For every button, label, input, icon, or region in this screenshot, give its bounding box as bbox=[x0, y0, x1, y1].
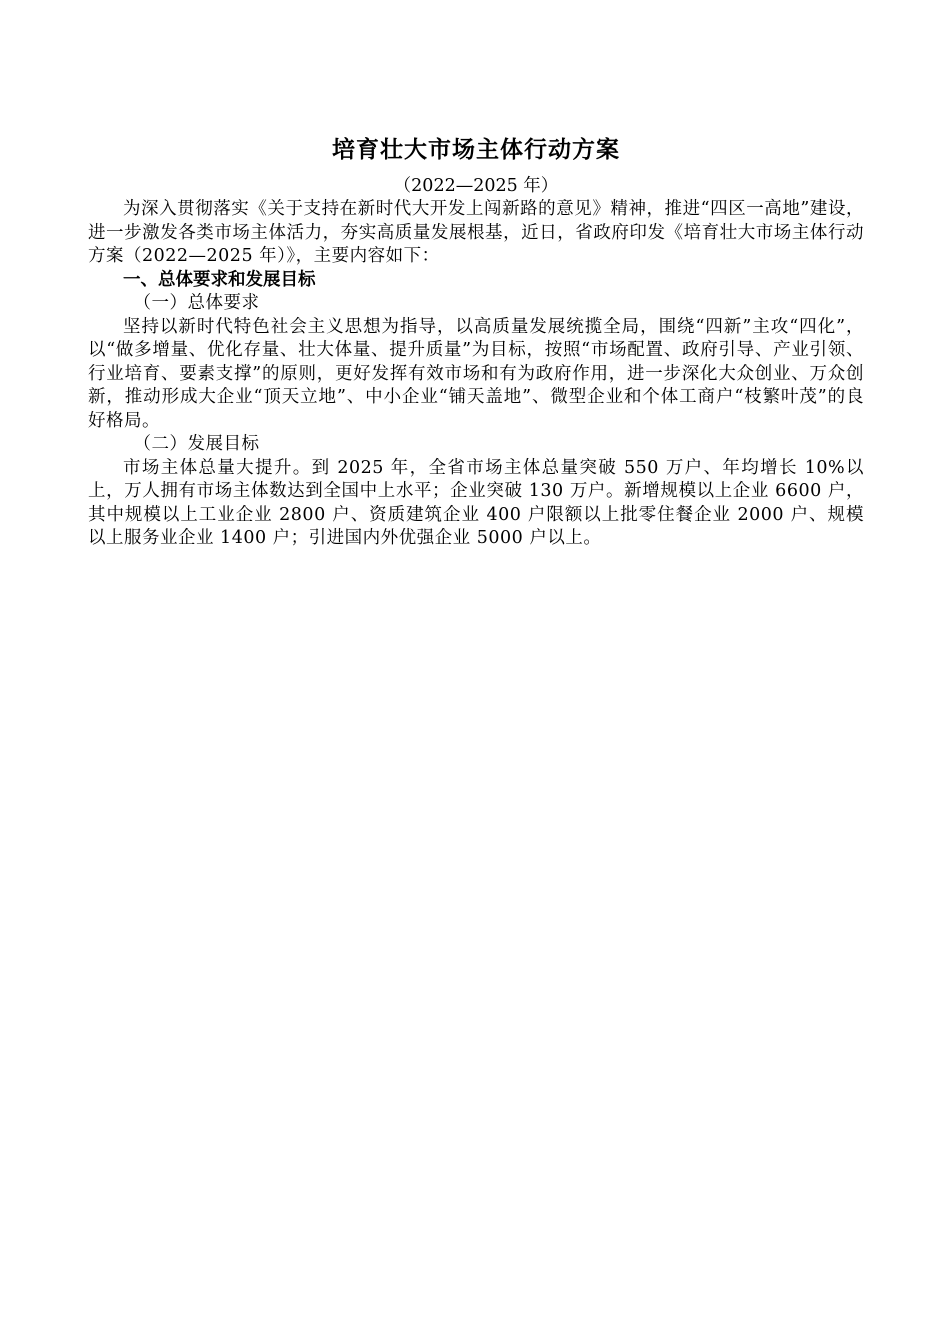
general-requirements-paragraph: 坚持以新时代特色社会主义思想为指导，以高质量发展统揽全局，围绕“四新”主攻“四化”，以“做多增量、优化存量、壮大体量、提升质量”为目标，按照“市场配置、政府引导、产业引领、行业培育、要素支撑”的原则，更好发挥有效市场和有为政府作用，进一步深化大众创业、万众创新，推动形成大企业“顶天立地”、中小企业“铺天盖地”、微型企业和个体工商户“枝繁叶茂”的良好格局。 bbox=[88, 316, 864, 431]
subsection-heading-general-requirements: （一）总体要求 bbox=[133, 293, 260, 313]
development-goals-paragraph: 市场主体总量大提升。到 2025 年，全省市场主体总量突破 550 万户、年均增长 10%以上，万人拥有市场主体数达到全国中上水平；企业突破 130 万户。新增规模以上企业 6600 户，其中规模以上工业企业 2800 户、资质建筑企业 400 户限额以上批零住餐企业 2000 户、规模以上服务业企业 1400 户；引进国内外优强企业 5000 户以上。 bbox=[88, 457, 864, 548]
intro-paragraph: 为深入贯彻落实《关于支持在新时代大开发上闯新路的意见》精神，推进“四区一高地”建设，进一步激发各类市场主体活力，夯实高质量发展根基，近日，省政府印发《培育壮大市场主体行动方案（2022—2025 年）》，主要内容如下： bbox=[88, 199, 864, 266]
document-subtitle: （2022—2025 年） bbox=[393, 176, 559, 196]
document-title: 培育壮大市场主体行动方案 bbox=[332, 137, 620, 163]
document-body bbox=[88, 134, 864, 551]
section-heading-1: 一、总体要求和发展目标 bbox=[123, 269, 316, 290]
subsection-heading-development-goals: （二）发展目标 bbox=[133, 434, 260, 454]
